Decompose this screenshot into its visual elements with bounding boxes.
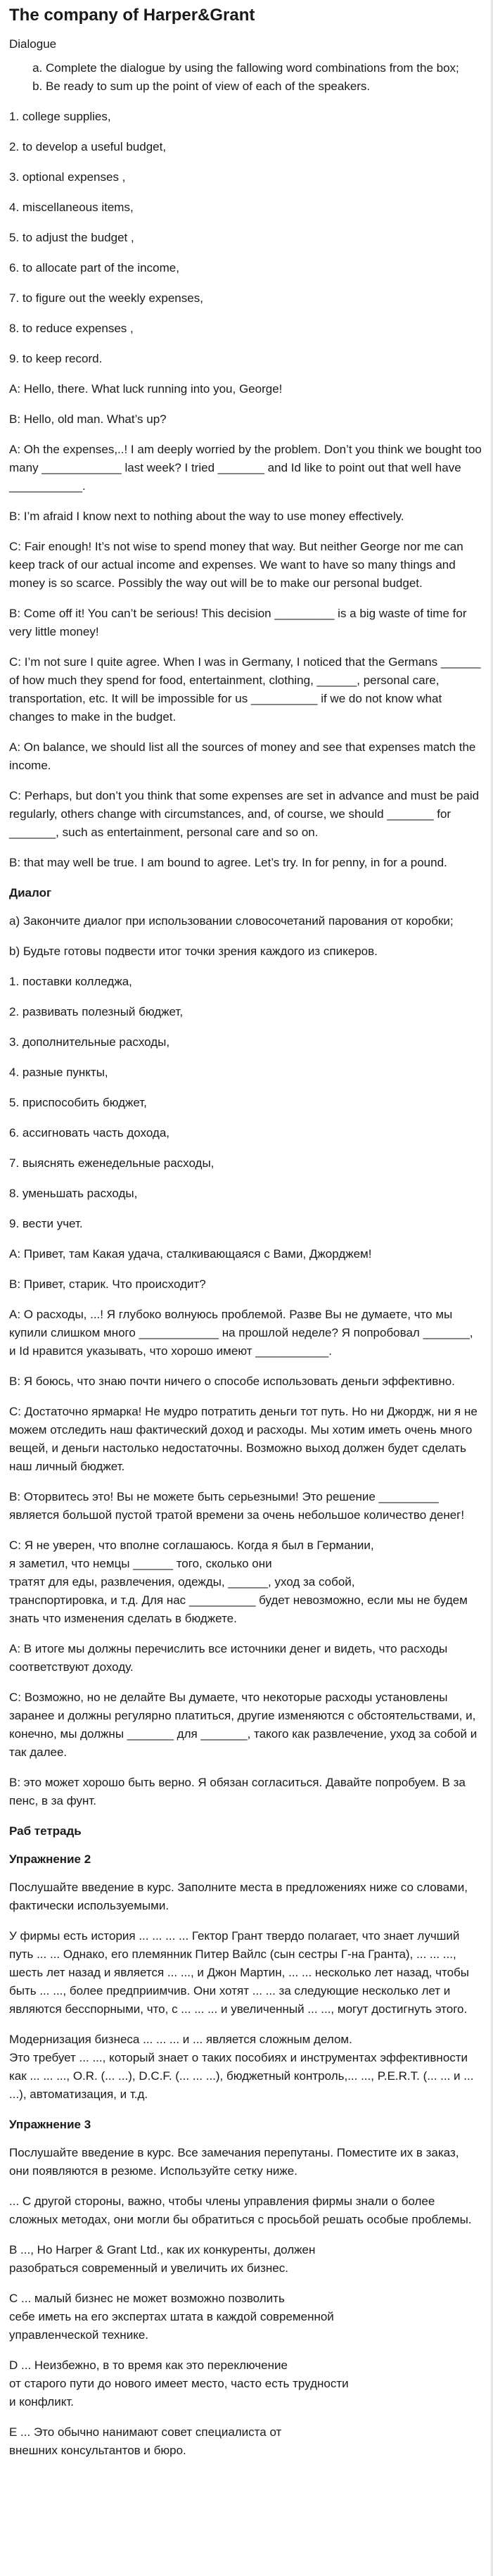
task-item: a. Complete the dialogue by using the fallowing word combinations from the box; xyxy=(46,59,482,77)
workbook-heading: Раб тетрадь xyxy=(9,1824,82,1838)
exercise-3-heading: Упражнение 3 xyxy=(9,2118,91,2131)
dialogue-line: B: Оторвитесь это! Вы не можете быть серьезными! Это решение _________ является большой пустой тратой времени за очень небольшое количество денег! xyxy=(9,1490,465,1522)
vocabulary-item: 4. разные пункты, xyxy=(9,1066,108,1079)
vocabulary-item: 3. дополнительные расходы, xyxy=(9,1035,170,1049)
dialogue-line: A: Привет, там Какая удача, сталкивающаяся с Вами, Джорджем! xyxy=(9,1247,372,1261)
dialogue-line: C: Perhaps, but don’t you think that some expenses are set in advance and must be paid regularly, others change with circumstances, and, of course, we should _______ for _______, such as entertainment, personal care and so on. xyxy=(9,789,480,839)
vocabulary-item: 8. to reduce expenses , xyxy=(9,322,134,335)
vocabulary-item: 1. поставки колледжа, xyxy=(9,975,132,988)
dialogue-line: C: Fair enough! It’s not wise to spend money that way. But neither George nor me can keep track of our actual income and expenses. We want to have so many things and money is so scarce. Possibly the way out will be to make our personal budget. xyxy=(9,540,463,590)
exercise-3-item: E ... Это обычно нанимают совет специалиста от внешних консультантов и бюро. xyxy=(9,2425,282,2457)
dialogue-line: B: это может хорошо быть верно. Я обязан согласиться. Давайте попробуем. В за пенс, в за фунт. xyxy=(9,1776,466,1807)
ru-task-item: b) Будьте готовы подвести итог точки зрения каждого из спикеров. xyxy=(9,945,378,958)
vocabulary-item: 1. college supplies, xyxy=(9,110,111,123)
en-dialogue xyxy=(9,380,482,872)
dialogue-line: A: В итоге мы должны перечислить все источники денег и видеть, что расходы соответствуют доходу. xyxy=(9,1642,448,1674)
dialogue-line: A: Hello, there. What luck running into you, George! xyxy=(9,382,283,396)
dialogue-line: A: On balance, we should list all the sources of money and see that expenses match the income. xyxy=(9,740,476,772)
en-vocabulary-list xyxy=(9,108,482,368)
vocabulary-item: 6. to allocate part of the income, xyxy=(9,261,179,274)
dialogue-line: B: Hello, old man. What’s up? xyxy=(9,412,167,426)
vocabulary-item: 3. optional expenses , xyxy=(9,170,126,184)
dialogue-line: C: Возможно, но не делайте Вы думаете, что некоторые расходы установлены заранее и должны регулярно платиться, другие изменяются с обстоятельствами, и, конечно, мы должны _______ для _______, такого как развлечение, уход за собой и так далее. xyxy=(9,1691,478,1759)
vocabulary-item: 4. miscellaneous items, xyxy=(9,201,134,214)
dialogue-line: C: Достаточно ярмарка! Не мудро потратить деньги тот путь. Но ни Джордж, ни я не можем отследить наш фактический доход и расходы. Мы хотим иметь очень много вещей, и деньги настолько недостаточны. Возможно выход должен будет сделать наш личный бюджет. xyxy=(9,1405,478,1473)
exercise-3-item: C ... малый бизнес не может возможно позволить себе иметь на его экспертах штата в каждой современной управленческой технике. xyxy=(9,2292,334,2342)
ru-dialogue-heading: Диалог xyxy=(9,886,52,899)
dialogue-line: C: I’m not sure I quite agree. When I was in Germany, I noticed that the Germans ______ of how much they spend for food, entertainment, clothing, ______, personal care, transportation, etc. It will be impossible for us __________ if we do not know what changes to make in the budget. xyxy=(9,655,481,724)
dialogue-line: B: Привет, старик. Что происходит? xyxy=(9,1277,206,1291)
vocabulary-item: 9. вести учет. xyxy=(9,1217,83,1230)
dialogue-line: B: Я боюсь, что знаю почти ничего о способе использовать деньги эффективно. xyxy=(9,1375,455,1388)
vocabulary-item: 7. выяснять еженедельные расходы, xyxy=(9,1156,215,1170)
exercise-3-item: B ..., Но Harper & Grant Ltd., как их конкуренты, должен разобраться современный и увеличить их бизнес. xyxy=(9,2243,316,2275)
exercise-3-item: ... С другой стороны, важно, чтобы члены управления фирмы знали о более сложных методах, они могли бы обратиться с просьбой решать особые проблемы. xyxy=(9,2195,472,2226)
dialogue-line: A: Oh the expenses,..! I am deeply worried by the problem. Don’t you think we bought too many ____________ last week? I tried _______ and Id like to point out that well have ___________. xyxy=(9,443,482,493)
exercise-3-item: D ... Неизбежно, в то время как это переключение от старого пути до нового имеет место, часто есть трудности и конфликт. xyxy=(9,2359,349,2408)
dialogue-line: B: Come off it! You can’t be serious! This decision _________ is a big waste of time for very little money! xyxy=(9,607,467,638)
vocabulary-item: 9. to keep record. xyxy=(9,352,103,365)
exercise-2-text: Модернизация бизнеса ... ... ... и ... является сложным делом. Это требует ... ..., который знает о таких пособиях и инструментах эффективности как ... ... ..., O.R. (... ...), D.C.F. (... ... ...), бюджетный контроль,... ..., P.E.R.T. (... ... и ... ...), автоматизация, и т.д. xyxy=(9,2033,474,2101)
dialogue-line: A: О расходы, ...! Я глубоко волнуюсь проблемой. Разве Вы не думаете, что мы купили слишком много ____________ на прошлой неделе? Я попробовал _______, и Id нравится указывать, что хорошо имеют ___________. xyxy=(9,1308,473,1358)
ru-dialogue xyxy=(9,1245,482,1810)
vocabulary-item: 2. to develop a useful budget, xyxy=(9,140,167,153)
vocabulary-item: 7. to figure out the weekly expenses, xyxy=(9,291,203,305)
ru-task-item: а) Закончите диалог при использовании словосочетаний парования от коробки; xyxy=(9,914,454,928)
task-item: b. Be ready to sum up the point of view of each of the speakers. xyxy=(46,77,482,96)
document-title: The company of Harper&Grant xyxy=(9,6,255,25)
vocabulary-item: 5. приспособить бюджет, xyxy=(9,1096,147,1109)
exercise-2-text: У фирмы есть история ... ... ... ... Гектор Грант твердо полагает, что знает лучший путь ... ... Однако, его племянник Питер Вайлс (сын сестры Г-на Гранта), ... ... ..., шесть лет назад и является ... ..., и Джон Мартин, ... ... несколько лет назад, чтобы быть ... ..., более предприимчив. Они хотят ... ... за следующие несколько лет и являются бесспорными, что, с ... ... ... и увеличенный ... ..., могут достигнуть этого. xyxy=(9,1929,469,2016)
dialogue-subtitle: Dialogue xyxy=(9,37,57,51)
vocabulary-item: 2. развивать полезный бюджет, xyxy=(9,1005,184,1018)
exercise-2-instructions: Послушайте введение в курс. Заполните места в предложениях ниже со словами, фактически используемыми. xyxy=(9,1881,468,1912)
vocabulary-item: 5. to adjust the budget , xyxy=(9,231,134,244)
vocabulary-item: 8. уменьшать расходы, xyxy=(9,1187,138,1200)
task-list xyxy=(9,59,482,96)
ru-vocabulary-list xyxy=(9,973,482,1233)
vocabulary-item: 6. ассигновать часть дохода, xyxy=(9,1126,170,1139)
dialogue-line: B: that may well be true. I am bound to agree. Let’s try. In for penny, in for a pound. xyxy=(9,856,447,869)
exercise-2-heading: Упражнение 2 xyxy=(9,1852,91,1866)
dialogue-line: B: I’m afraid I know next to nothing about the way to use money effectively. xyxy=(9,510,404,523)
dialogue-line: C: Я не уверен, что вполне соглашаюсь. Когда я был в Германии, я заметил, что немцы ______ того, сколько они тратят для еды, развлечения, одежды, ______, уход за собой, транспортировка, и т.д. Для нас __________ будет невозможно, если мы не будем знать что изменения сделать в бюджете. xyxy=(9,1539,468,1625)
exercise-3-instructions: Послушайте введение в курс. Все замечания перепутаны. Поместите их в заказ, они появляются в резюме. Используйте сетку ниже. xyxy=(9,2146,459,2178)
